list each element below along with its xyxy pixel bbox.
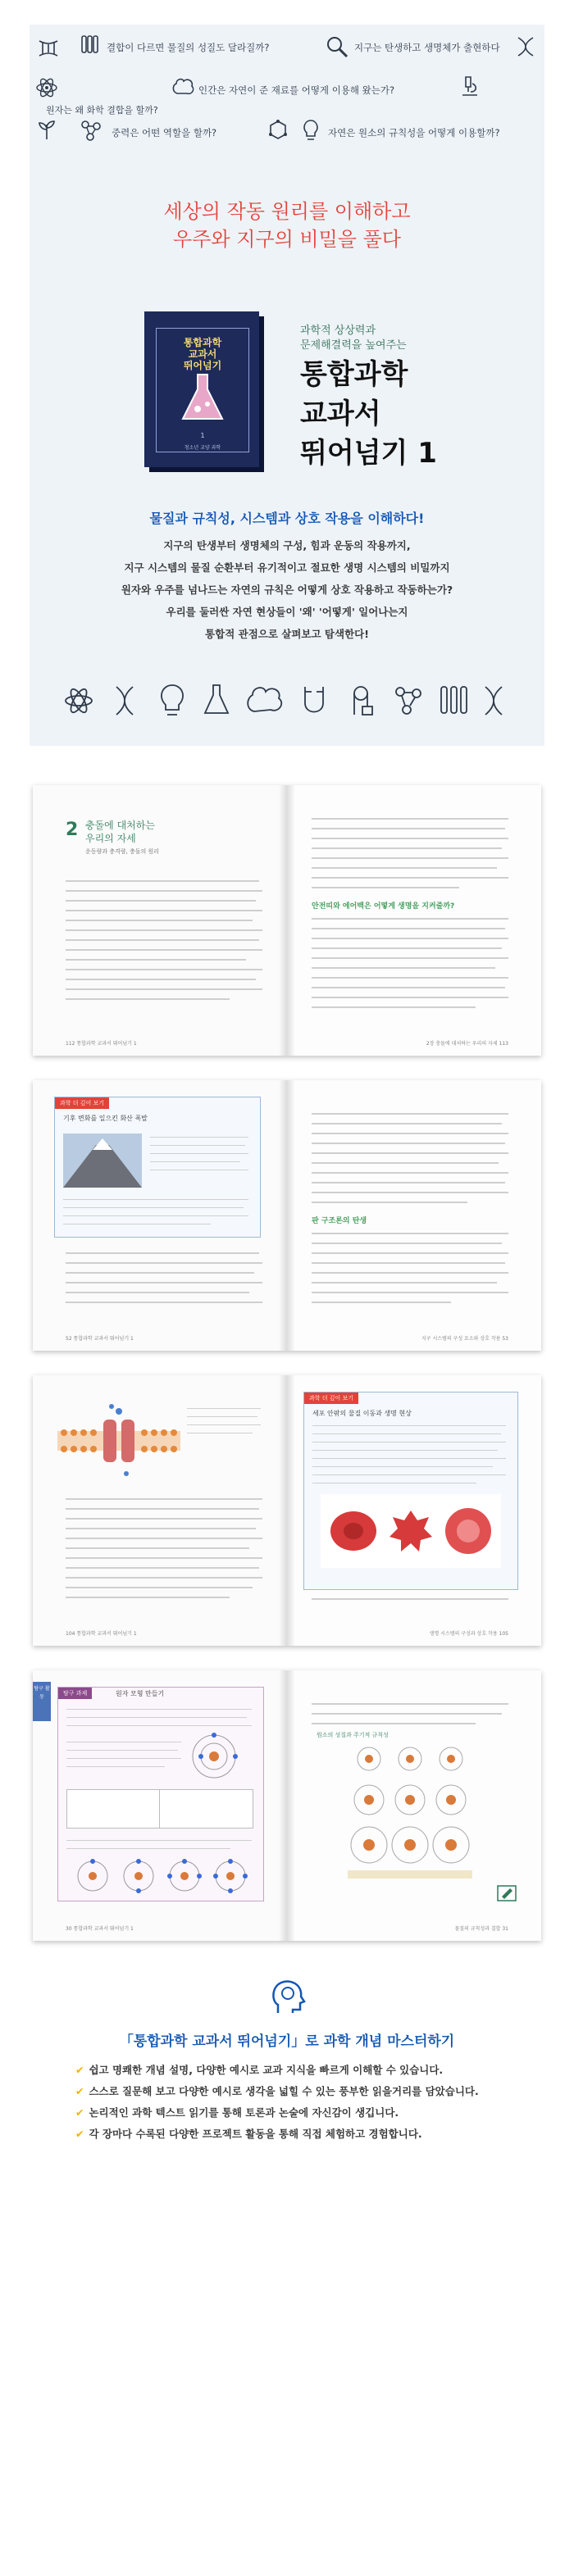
text-line <box>66 1498 262 1500</box>
text-line <box>312 1143 505 1144</box>
text-line <box>66 920 253 921</box>
text-line <box>66 1528 256 1529</box>
text-line <box>312 1123 502 1124</box>
book-cover <box>144 311 259 467</box>
text-line <box>63 1199 248 1200</box>
answer-table <box>66 1789 253 1829</box>
tagline-line-1: 과학적 상상력과 <box>300 325 376 337</box>
page-folio-right: 물질의 규칙성과 결합 31 <box>454 1926 508 1932</box>
text-line <box>66 1252 259 1254</box>
text-line <box>312 918 508 920</box>
tagline-line-2: 문제해결력을 높여주는 <box>300 339 407 352</box>
intro-line-1: 지구의 탄생부터 생명체의 구성, 힘과 운동의 작용까지, <box>163 539 411 552</box>
text-line <box>66 1292 249 1293</box>
question-6: 자연은 원소의 규칙성을 어떻게 이용할까? <box>328 127 500 139</box>
text-line <box>312 1172 508 1174</box>
cover-series: 1 <box>200 432 205 439</box>
page-folio-left: 104 통합과학 교과서 뛰어넘기 1 <box>66 1631 137 1637</box>
feature-bullet-1 <box>75 2062 443 2077</box>
activity-box <box>57 1687 264 1901</box>
page-folio-right: 2장 충돌에 대처하는 우리의 자세 113 <box>426 1041 508 1047</box>
feature-bullet-4 <box>75 2126 422 2141</box>
text-line <box>150 1145 245 1146</box>
chapter-subtitle: 운동량과 충격량, 충돌의 원리 <box>85 848 160 855</box>
text-line <box>312 928 505 929</box>
text-line <box>312 977 508 979</box>
feature-box-title: 기후 변화를 일으킨 화산 폭발 <box>63 1115 148 1122</box>
microscope-icon <box>456 74 481 98</box>
table-divider <box>159 1789 160 1829</box>
cover-title-2: 교과서 <box>188 348 217 360</box>
dna-icon <box>116 687 133 715</box>
page-folio-left: 112 통합과학 교과서 뛰어넘기 1 <box>66 1041 137 1047</box>
right-page <box>287 785 541 1056</box>
text-line <box>312 987 505 988</box>
atom-model-diagram <box>189 1732 239 1781</box>
text-line <box>66 969 262 970</box>
pulley-icon <box>354 687 372 715</box>
test-tubes-icon <box>77 33 102 57</box>
text-line <box>66 1508 259 1510</box>
text-line <box>66 1547 249 1549</box>
flask-icon <box>180 371 226 424</box>
book-gutter <box>279 1375 295 1646</box>
text-line <box>66 1758 181 1759</box>
hero-banner <box>30 25 544 746</box>
feature-bullet-text: 각 장마다 수록된 다양한 프로젝트 활동을 통해 직접 체험하고 경험합니다. <box>89 2128 422 2140</box>
science-icon-strip <box>62 680 512 721</box>
intro-line-5: 통합적 관점으로 살펴보고 탐색한다! <box>205 628 369 640</box>
text-line <box>66 880 259 882</box>
text-line <box>312 1113 508 1115</box>
book-gutter <box>279 1670 295 1941</box>
check-icon: ✔ <box>75 2106 84 2119</box>
text-line <box>312 867 497 869</box>
book-gutter <box>279 1080 295 1351</box>
bulb-icon <box>162 685 183 715</box>
text-line <box>66 1538 262 1539</box>
text-line <box>66 1557 262 1559</box>
section-heading: 원소의 성질과 주기적 규칙성 <box>317 1732 389 1738</box>
text-line <box>187 1424 261 1425</box>
electron-configuration-figure <box>344 1742 476 1882</box>
test-tubes-icon <box>441 687 467 713</box>
text-line <box>312 1133 508 1134</box>
text-line <box>66 949 262 951</box>
atom-icon <box>66 687 92 715</box>
text-line <box>66 1262 262 1264</box>
molecule-icon <box>79 118 103 143</box>
text-line <box>66 1766 165 1767</box>
page-spread-1 <box>33 785 541 1056</box>
text-line <box>66 1750 178 1751</box>
text-line <box>66 890 262 892</box>
text-line <box>63 1207 244 1208</box>
cover-title-1: 통합과학 <box>183 337 222 348</box>
blood-cell-illustration <box>321 1494 501 1568</box>
intro-line-2: 지구 시스템의 물질 순환부터 유기적이고 절묘한 생명 시스템의 비밀까지 <box>124 561 450 574</box>
text-line <box>312 947 502 949</box>
chapter-number: 2 <box>66 820 79 840</box>
page-folio-left: 30 통합과학 교과서 뛰어넘기 1 <box>66 1926 134 1932</box>
dna-icon <box>36 36 61 61</box>
page-folio-right: 지구 시스템의 구성 요소와 상호 작용 53 <box>421 1336 508 1342</box>
text-line <box>312 847 502 849</box>
cover-subtitle: 청소년 교양 과학 <box>184 445 221 451</box>
text-line <box>312 1723 476 1724</box>
text-line <box>66 979 256 980</box>
feature-bullet-3 <box>75 2105 399 2119</box>
text-line <box>312 1466 493 1467</box>
text-line <box>312 1006 476 1008</box>
text-line <box>66 1567 259 1569</box>
text-line <box>66 988 262 990</box>
feature-bullet-text: 쉽고 명쾌한 개념 설명, 다양한 예시로 교과 지식을 빠르게 이해할 수 있습니다. <box>89 2064 444 2076</box>
text-line <box>312 1252 508 1254</box>
atom-icon <box>34 75 59 100</box>
text-line <box>66 1518 262 1520</box>
question-5: 중력은 어떤 역할을 할까? <box>112 127 217 139</box>
feature-box-title: 세포 안팎의 물질 이동과 생명 현상 <box>312 1410 412 1417</box>
book-gutter <box>279 785 295 1056</box>
text-line <box>312 997 508 998</box>
text-line <box>66 959 246 961</box>
text-line <box>312 1272 508 1274</box>
pencil-note-icon <box>497 1885 517 1901</box>
molecule-icon <box>396 688 421 714</box>
text-line <box>66 1577 262 1579</box>
text-line <box>312 1292 508 1293</box>
check-icon: ✔ <box>75 2085 84 2097</box>
text-line <box>312 1713 502 1715</box>
dna-icon <box>513 34 538 59</box>
text-line <box>150 1161 240 1162</box>
text-line <box>66 910 262 911</box>
text-line <box>66 1717 247 1718</box>
text-line <box>312 828 505 829</box>
book-title-line-2: 교과서 <box>300 398 381 430</box>
feature-box <box>303 1392 518 1590</box>
text-line <box>66 1709 252 1710</box>
footer-title: 「통합과학 교과서 뛰어넘기」로 과학 개념 마스터하기 <box>119 2033 455 2050</box>
text-line <box>312 1233 508 1234</box>
text-line <box>312 1425 506 1426</box>
text-line <box>66 1848 230 1849</box>
text-line <box>312 957 508 959</box>
check-icon: ✔ <box>75 2128 84 2140</box>
text-line <box>312 887 459 888</box>
activity-box-label: 탐구 과제 <box>58 1688 92 1699</box>
text-line <box>150 1137 248 1138</box>
activity-tab: 탐구 활동 <box>33 1682 51 1721</box>
section-heading: 안전띠와 에어백은 어떻게 생명을 지켜줄까? <box>312 902 455 911</box>
text-line <box>312 1282 497 1283</box>
activity-box-title: 원자 모형 만들기 <box>116 1690 165 1697</box>
flask-icon <box>205 685 228 713</box>
page-folio-left: 52 통합과학 교과서 뛰어넘기 1 <box>66 1336 134 1342</box>
headline-line-2: 우주와 지구의 비밀을 풀다 <box>173 228 401 251</box>
brain-icon <box>248 688 281 711</box>
feature-box-label: 과학 더 깊이 보기 <box>304 1392 358 1404</box>
text-line <box>66 1302 262 1303</box>
text-line <box>312 1433 501 1434</box>
page-spread-2 <box>33 1080 541 1351</box>
check-icon: ✔ <box>75 2064 84 2076</box>
text-line <box>150 1153 248 1154</box>
feature-box-label: 과학 더 깊이 보기 <box>55 1097 109 1109</box>
text-line <box>187 1416 257 1417</box>
plant-icon <box>34 116 59 141</box>
text-line <box>312 967 495 969</box>
text-line <box>66 1597 230 1598</box>
membrane-diagram <box>57 1400 180 1482</box>
text-line <box>312 1302 451 1303</box>
text-line <box>312 1162 499 1164</box>
question-4: 인간은 자연이 준 재료를 어떻게 이용해 왔는가? <box>198 84 395 96</box>
text-line <box>66 998 230 1000</box>
book-cover-frame <box>156 328 249 452</box>
text-line <box>63 1215 248 1216</box>
text-line <box>66 1272 254 1274</box>
text-line <box>312 1458 506 1459</box>
text-line <box>187 1408 261 1409</box>
text-line <box>312 1598 508 1600</box>
page-spread-4 <box>33 1670 541 1941</box>
text-line <box>312 1202 467 1203</box>
hexagon-molecule-icon <box>266 118 290 143</box>
text-line <box>66 1725 252 1726</box>
text-line <box>312 1182 505 1184</box>
lead-sentence: 물질과 규칙성, 시스템과 상호 작용을 이해하다! <box>149 511 425 526</box>
question-1: 결합이 다르면 물질의 성질도 달라질까? <box>107 42 270 53</box>
intro-line-3: 원자와 우주를 넘나드는 자연의 규칙은 어떻게 상호 작용하고 작동하는가? <box>121 584 453 596</box>
text-line <box>312 1192 508 1193</box>
text-line <box>66 1587 253 1588</box>
text-line <box>312 938 508 939</box>
feature-bullet-2 <box>75 2083 479 2098</box>
page-spread-3 <box>33 1375 541 1646</box>
bulb-icon <box>298 118 323 143</box>
text-line <box>312 838 508 839</box>
electron-shell-diagrams <box>70 1858 252 1894</box>
text-line <box>312 1474 506 1475</box>
dna-icon <box>485 687 502 715</box>
text-line <box>66 900 256 902</box>
text-line <box>66 1282 262 1283</box>
question-3: 원자는 왜 화학 결합을 할까? <box>46 105 158 116</box>
magnet-icon <box>305 687 323 712</box>
text-line <box>312 818 508 820</box>
text-line <box>312 877 508 879</box>
text-line <box>312 1703 508 1705</box>
text-line <box>312 1243 502 1244</box>
text-line <box>66 929 262 931</box>
section-heading: 판 구조론의 탄생 <box>312 1217 367 1225</box>
text-line <box>66 1840 252 1841</box>
chapter-title-2: 우리의 자세 <box>85 833 136 844</box>
volcano-photo <box>63 1134 142 1188</box>
book-title-line-3: 뛰어넘기 1 <box>300 437 437 470</box>
text-line <box>312 857 508 859</box>
chapter-title-1: 충돌에 대처하는 <box>85 820 155 831</box>
text-line <box>66 939 259 941</box>
feature-box <box>54 1097 261 1238</box>
headline-line-1: 세상의 작동 원리를 이해하고 <box>163 200 411 223</box>
feature-bullet-text: 논리적인 과학 텍스트 읽기를 통해 토론과 논술에 자신감이 생깁니다. <box>89 2106 399 2119</box>
book-title-line-1: 통합과학 <box>300 358 408 391</box>
brain-head-icon <box>266 1977 308 2018</box>
question-2: 지구는 탄생하고 생명체가 출현하다 <box>354 42 500 53</box>
text-line <box>312 1262 505 1264</box>
magnifier-icon <box>325 34 349 59</box>
text-line <box>312 1152 508 1154</box>
intro-line-4: 우리를 둘러싼 자연 현상들이 '왜' '어떻게' 일어나는지 <box>166 606 408 618</box>
page-folio-right: 생명 시스템의 구성과 상호 작용 105 <box>429 1631 508 1637</box>
cover-title-3: 뛰어넘기 <box>183 360 222 371</box>
text-line <box>312 1450 498 1451</box>
feature-bullet-text: 스스로 질문해 보고 다양한 예시로 생각을 넓힐 수 있는 풍부한 읽을거리를 담았습니다. <box>89 2085 479 2097</box>
brain-icon <box>171 75 195 100</box>
